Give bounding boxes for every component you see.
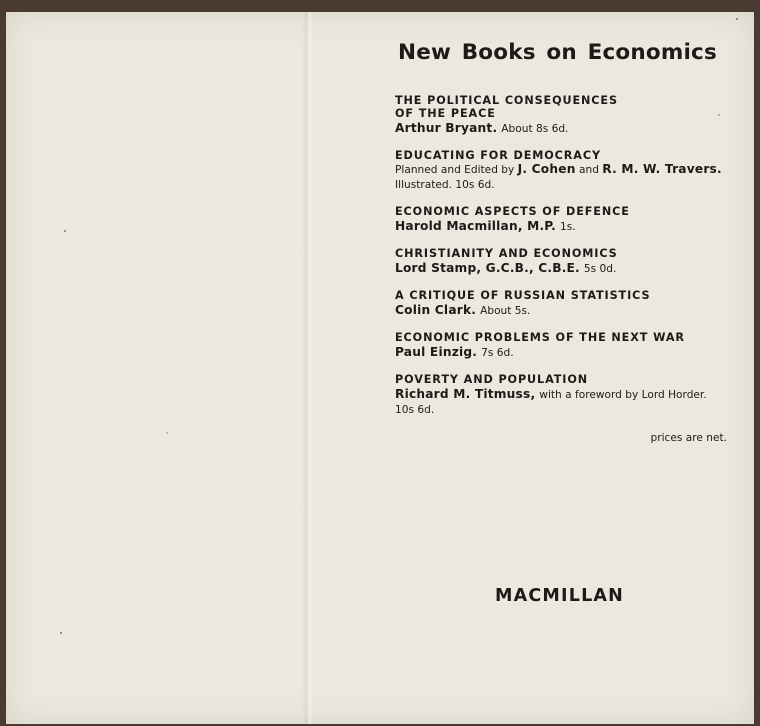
book-entry <box>395 247 731 277</box>
book-price: 7s 6d. <box>481 347 514 359</box>
book-author-line <box>395 219 731 235</box>
center-fold <box>302 12 314 724</box>
leaflet-sheet <box>6 12 754 724</box>
left-panel-blank <box>6 12 302 724</box>
right-panel <box>314 12 754 724</box>
book-price: About 5s. <box>480 305 531 317</box>
book-price: 10s 6d. <box>395 404 435 416</box>
book-entry <box>395 331 731 361</box>
book-title <box>395 94 731 120</box>
book-price: About 8s 6d. <box>501 123 569 135</box>
book-entry <box>395 205 731 235</box>
paper-speck <box>736 18 738 20</box>
book-foreword: with a foreword by Lord Horder. <box>539 389 707 401</box>
publisher-name: MACMILLAN <box>495 586 625 606</box>
book-entry <box>395 289 731 319</box>
book-author-line <box>395 345 731 361</box>
book-title <box>395 205 731 218</box>
prices-note: prices are net. <box>650 432 727 444</box>
page-title: New Books on Economics <box>398 40 717 65</box>
book-credit-and: and <box>578 164 599 176</box>
book-entry <box>395 94 731 137</box>
book-title <box>395 331 731 344</box>
book-title-line: A CRITIQUE OF RUSSIAN STATISTICS <box>395 289 651 302</box>
book-entry <box>395 149 731 193</box>
book-title-line: ECONOMIC PROBLEMS OF THE NEXT WAR <box>395 331 685 344</box>
book-entry <box>395 373 731 418</box>
book-price: 1s. <box>560 221 576 233</box>
book-title <box>395 289 731 302</box>
book-title <box>395 247 731 260</box>
book-title-line: EDUCATING FOR DEMOCRACY <box>395 149 601 162</box>
book-title <box>395 149 731 162</box>
paper-speck <box>64 230 66 232</box>
book-title <box>395 373 731 386</box>
book-price: 5s 0d. <box>583 263 617 275</box>
book-title-line: OF THE PEACE <box>395 107 496 120</box>
book-author: Harold Macmillan, M.P. <box>395 219 557 233</box>
book-author: Colin Clark. <box>395 303 477 317</box>
book-title-line: THE POLITICAL CONSEQUENCES <box>395 94 618 107</box>
paper-speck <box>166 432 168 434</box>
book-title-line: CHRISTIANITY AND ECONOMICS <box>395 247 618 260</box>
book-author-line <box>395 303 731 319</box>
book-author: Richard M. Titmuss, <box>395 387 536 401</box>
book-author-line <box>395 387 731 403</box>
paper-speck <box>60 632 62 634</box>
book-author: Arthur Bryant. <box>395 121 498 135</box>
book-credit-prefix: Planned and Edited by <box>395 164 515 176</box>
book-price: Illustrated. 10s 6d. <box>395 179 495 191</box>
paper-speck <box>718 114 720 116</box>
book-editor: R. M. W. Travers. <box>602 162 722 176</box>
book-author: Paul Einzig. <box>395 345 478 359</box>
book-title-line: ECONOMIC ASPECTS OF DEFENCE <box>395 205 630 218</box>
book-list <box>395 94 731 430</box>
book-title-line: POVERTY AND POPULATION <box>395 373 589 386</box>
book-credit-line <box>395 162 731 178</box>
book-author-line <box>395 121 731 137</box>
book-editor: J. Cohen <box>517 162 576 176</box>
book-author: Lord Stamp, G.C.B., C.B.E. <box>395 261 580 275</box>
book-author-line <box>395 261 731 277</box>
